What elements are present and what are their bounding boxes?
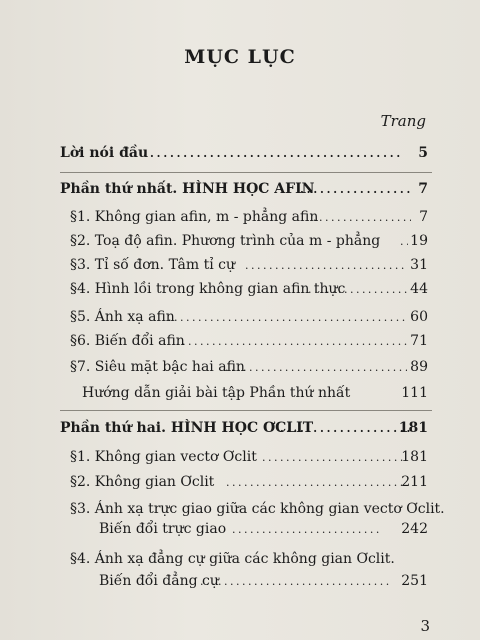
toc-entry-section[interactable] — [0, 501, 480, 521]
toc-page-number: 181 — [401, 449, 428, 465]
toc-page-number: 44 — [410, 281, 428, 297]
toc-page-number: 181 — [398, 420, 428, 436]
toc-leader-dots — [262, 449, 407, 465]
toc-entry-section[interactable] — [0, 333, 480, 353]
toc-entry-label: §7. Siêu mặt bậc hai afin — [70, 359, 245, 375]
toc-leader-dots — [313, 209, 411, 225]
toc-entry-section[interactable] — [0, 233, 480, 253]
toc-entry-section[interactable] — [0, 281, 480, 301]
toc-entry-label: §2. Toạ độ afin. Phương trình của m - phẳng — [70, 233, 381, 249]
divider — [60, 172, 432, 173]
toc-entry-label: §4. Hình lồi trong không gian afin thực — [70, 281, 346, 297]
toc-entry-section[interactable] — [0, 551, 480, 571]
toc-leader-dots — [400, 233, 408, 249]
toc-page-number: 7 — [418, 181, 428, 197]
toc-entry-part-2[interactable] — [0, 420, 480, 440]
toc-entry-section[interactable] — [0, 359, 480, 379]
toc-entry-label: §1. Không gian afin, m - phẳng afin — [70, 209, 319, 225]
toc-entry-label: §4. Ánh xạ đẳng cự giữa các không gian Ơclit. — [70, 551, 395, 567]
toc-page-number: 5 — [418, 145, 428, 161]
toc-entry-section-continuation[interactable] — [0, 573, 480, 593]
toc-leader-dots — [225, 359, 407, 375]
toc-entry-label: §2. Không gian Ơclit — [70, 474, 215, 490]
toc-leader-dots — [308, 281, 408, 297]
toc-leader-dots — [280, 420, 410, 436]
toc-entry-part-1[interactable] — [0, 181, 480, 201]
toc-entry-label: Phần thứ nhất. HÌNH HỌC AFIN — [60, 181, 315, 197]
toc-leader-dots — [232, 521, 382, 537]
toc-entry-section[interactable] — [0, 257, 480, 277]
toc-entry-label: Biến đổi trực giao — [99, 521, 227, 537]
toc-entry-label: §1. Không gian vectơ Ơclit — [70, 449, 257, 465]
toc-leader-dots — [176, 333, 408, 349]
toc-entry-section[interactable] — [0, 309, 480, 329]
toc-entry-label: §5. Ánh xạ afin — [70, 309, 175, 325]
toc-page-number: 19 — [410, 233, 428, 249]
page-title: MỤC LỤC — [184, 46, 296, 68]
toc-page-number: 89 — [410, 359, 428, 375]
toc-entry-section[interactable] — [0, 474, 480, 494]
divider — [60, 410, 432, 411]
toc-page-number: 31 — [410, 257, 428, 273]
toc-leader-dots — [300, 181, 412, 197]
toc-leader-dots — [200, 573, 390, 589]
toc-leader-dots — [245, 257, 407, 273]
toc-page-number: 111 — [401, 385, 428, 401]
page-column-header: Trang — [380, 112, 426, 130]
toc-leader-dots — [150, 145, 400, 161]
toc-page-number: 251 — [401, 573, 428, 589]
toc-entry-label: Biến đổi đẳng cự — [99, 573, 219, 589]
toc-entry-preface[interactable] — [0, 145, 480, 165]
toc-entry-label: Phần thứ hai. HÌNH HỌC ƠCLIT — [60, 420, 314, 436]
toc-page-number: 60 — [410, 309, 428, 325]
toc-page-number: 7 — [419, 209, 428, 225]
toc-entry-appendix[interactable] — [0, 385, 480, 405]
toc-page-number: 211 — [401, 474, 428, 490]
toc-entry-label: §3. Ánh xạ trực giao giữa các không gian vectơ Ơclit. — [70, 501, 445, 517]
toc-entry-label: Lời nói đầu — [60, 145, 149, 161]
toc-entry-label: Hướng dẫn giải bài tập Phần thứ nhất — [82, 385, 351, 401]
toc-entry-section[interactable] — [0, 209, 480, 229]
toc-entry-label: §6. Biến đổi afin — [70, 333, 185, 349]
toc-entry-section[interactable] — [0, 449, 480, 469]
toc-entry-section-continuation[interactable] — [0, 521, 480, 541]
toc-entry-label: §3. Tỉ số đơn. Tâm tỉ cự — [70, 257, 235, 273]
toc-page-number: 242 — [401, 521, 428, 537]
toc-leader-dots — [226, 474, 407, 490]
toc-leader-dots — [168, 309, 408, 325]
page-number: 3 — [420, 617, 430, 635]
toc-page-number: 71 — [410, 333, 428, 349]
